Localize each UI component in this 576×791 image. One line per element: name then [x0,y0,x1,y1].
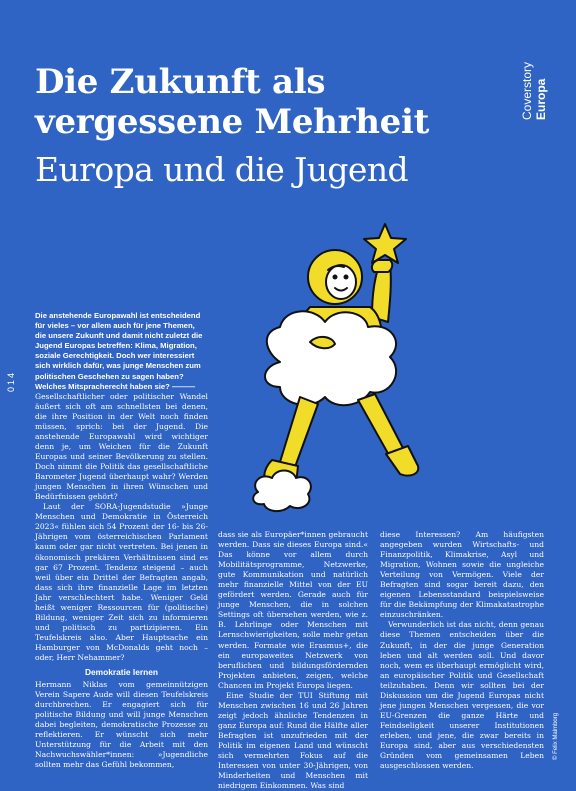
subheadline: Europa und die Jugend [35,150,409,189]
article-paragraph: Verwunderlich ist das nicht, denn genau diese Themen entscheiden über die Zukunft, in der die junge Generation leben und alt werden soll. Und davor noch, wem es überhaupt ermöglicht wird, an europäischer Politik und Gesellschaft teilzuhaben. Denn wir sollten bei der Diskussion um die Jugend Europas nicht jene jungen Menschen vergessen, die vor EU-Grenzen die ganze Härte und Feindseligkeit unserer Institutionen erleben, und jene, die zwar bereits in Europa sind, aber aus verschiedensten Gründen vom gemeinsamen Leben ausgeschlossen werden. [380,620,544,771]
article-column-2 [218,530,368,791]
cloud [265,311,396,405]
section-label [520,30,550,120]
article-subhead: Demokratie lernen [84,667,159,678]
article-paragraph: Eine Studie der TUI Stiftung mit Menschen zwischen 16 und 26 Jahren zeigt jedoch ähnliche Tendenzen in ganz Europa auf: Rund die Hälfte aller Befragten ist unzufrieden mit der Politik im eigenen Land und wünscht sich vermehrten Fokus auf die Interessen von unter 30-Jährigen, von Minderheiten und Menschen mit niedrigem Einkommen. Was sind [218,690,368,791]
article-column-3 [380,530,544,771]
right-leg [358,394,404,457]
left-leg [280,397,318,467]
illustration-svg [240,222,460,522]
photo-credit: © Felix Malmborg [553,712,559,760]
article-paragraph: diese Interessen? Am häufigsten angegeben wurden Wirtschafts- und Finanzpolitik, Klimakrise, Asyl und Migration, Wohnen sowie die ungleiche Verteilung von Vermögen. Viele der Befragten sind sogar bereit dazu, den eigenen Lebensstandard beispielsweise für die Bekämpfung der Klimakatastrophe einzuschränken. [380,530,544,620]
small-cloud [253,471,311,512]
star-icon [364,224,406,263]
article-column-1 [35,311,208,770]
headline-line-1: Die Zukunft als [35,62,326,102]
headline-line-2: vergessene Mehrheit [35,102,429,142]
section-category: Coverstory [520,61,534,120]
article-paragraph: Hermann Niklas vom gemeinnützigen Verein Sapere Aude will diesen Teufelskreis durchbrechen. Er engagiert sich für politische Bildung und will junge Menschen dabei begleiten, demokratische Prozesse zu reflektieren. Er wünscht sich mehr Unterstützung für die Arbeit mit den Nachwuchswähler*innen: »Jugendliche sollten mehr das Gefühl bekommen, [35,680,208,770]
child-on-cloud-holding-star-illustration [240,222,460,522]
article-paragraph: Laut der SORA-Jugendstudie »Junge Menschen und Demokratie in Österreich 2023« fühlen sich 54 Prozent der 16- bis 26-Jährigen vom österreichischen Parlament kaum oder gar nicht vertreten. Bei jenen in ökonomisch prekären Verhältnissen sind es gar 67 Prozent. Tendenz steigend – auch weil über ein Drittel der Befragten angab, dass sich ihre finanzielle Lage im letzten Jahr verschlechtert habe. Weniger Geld heißt weniger Ressourcen für (politische) Bildung, weniger Zeit sich zu informieren und politisch zu partizipieren. Ein Teufelskreis also. Aber Hauptsache ein Hamburger von McDonalds geht noch – oder, Herr Nehammer? [35,502,208,662]
article-paragraph: dass sie als Europäer*innen gebraucht werden. Dass sie dieses Europa sind.« Das könne vor allem durch Mobilitätsprogramme, Netzwerke, gute Kommunikation und natürlich mehr finanzielle Mittel von der EU gefördert werden. Gerade auch für junge Menschen, die in solchen Settings oft übersehen werden, wie z. B. Lehrlinge oder Menschen mit Lernschwierigkeiten, solle mehr getan werden. Formate wie Erasmus+, die ein europaweites Netzwerk von beruflichen und bildungsfördernden Projekten anbieten, zeigen, welche Chancen im Projekt Europa liegen. [218,530,368,690]
article-lead: Die anstehende Europawahl ist entscheidend für vieles – vor allem auch für jene Themen, die unsere Zukunft und damit nicht zuletzt die Jugend Europas betreffen: Klima, Migration, soziale Gerechtigkeit. Doch wer interessiert sich wirklich dafür, was junge Menschen zum politischen Geschehen zu sagen haben? Welches Mitspracherecht haben sie? ——— [35,311,203,391]
article-paragraph: Gesellschaftlicher oder politischer Wandel äußert sich oft am schnellsten bei denen, die ihre Position in der Welt noch finden müssen, sprich: bei der Jugend. Die anstehende Europawahl wird wichtiger denn je, um Weichen für die Zukunft Europas und seiner Bevölkerung zu stellen. Doch nimmt die Politik das gesellschaftliche Barometer Jugend überhaupt wahr? Werden jungen Menschen in ihren Wünschen und Bedürfnissen gehört? [35,391,208,502]
page-number: 014 [6,370,16,392]
section-topic: Europa [534,78,548,120]
